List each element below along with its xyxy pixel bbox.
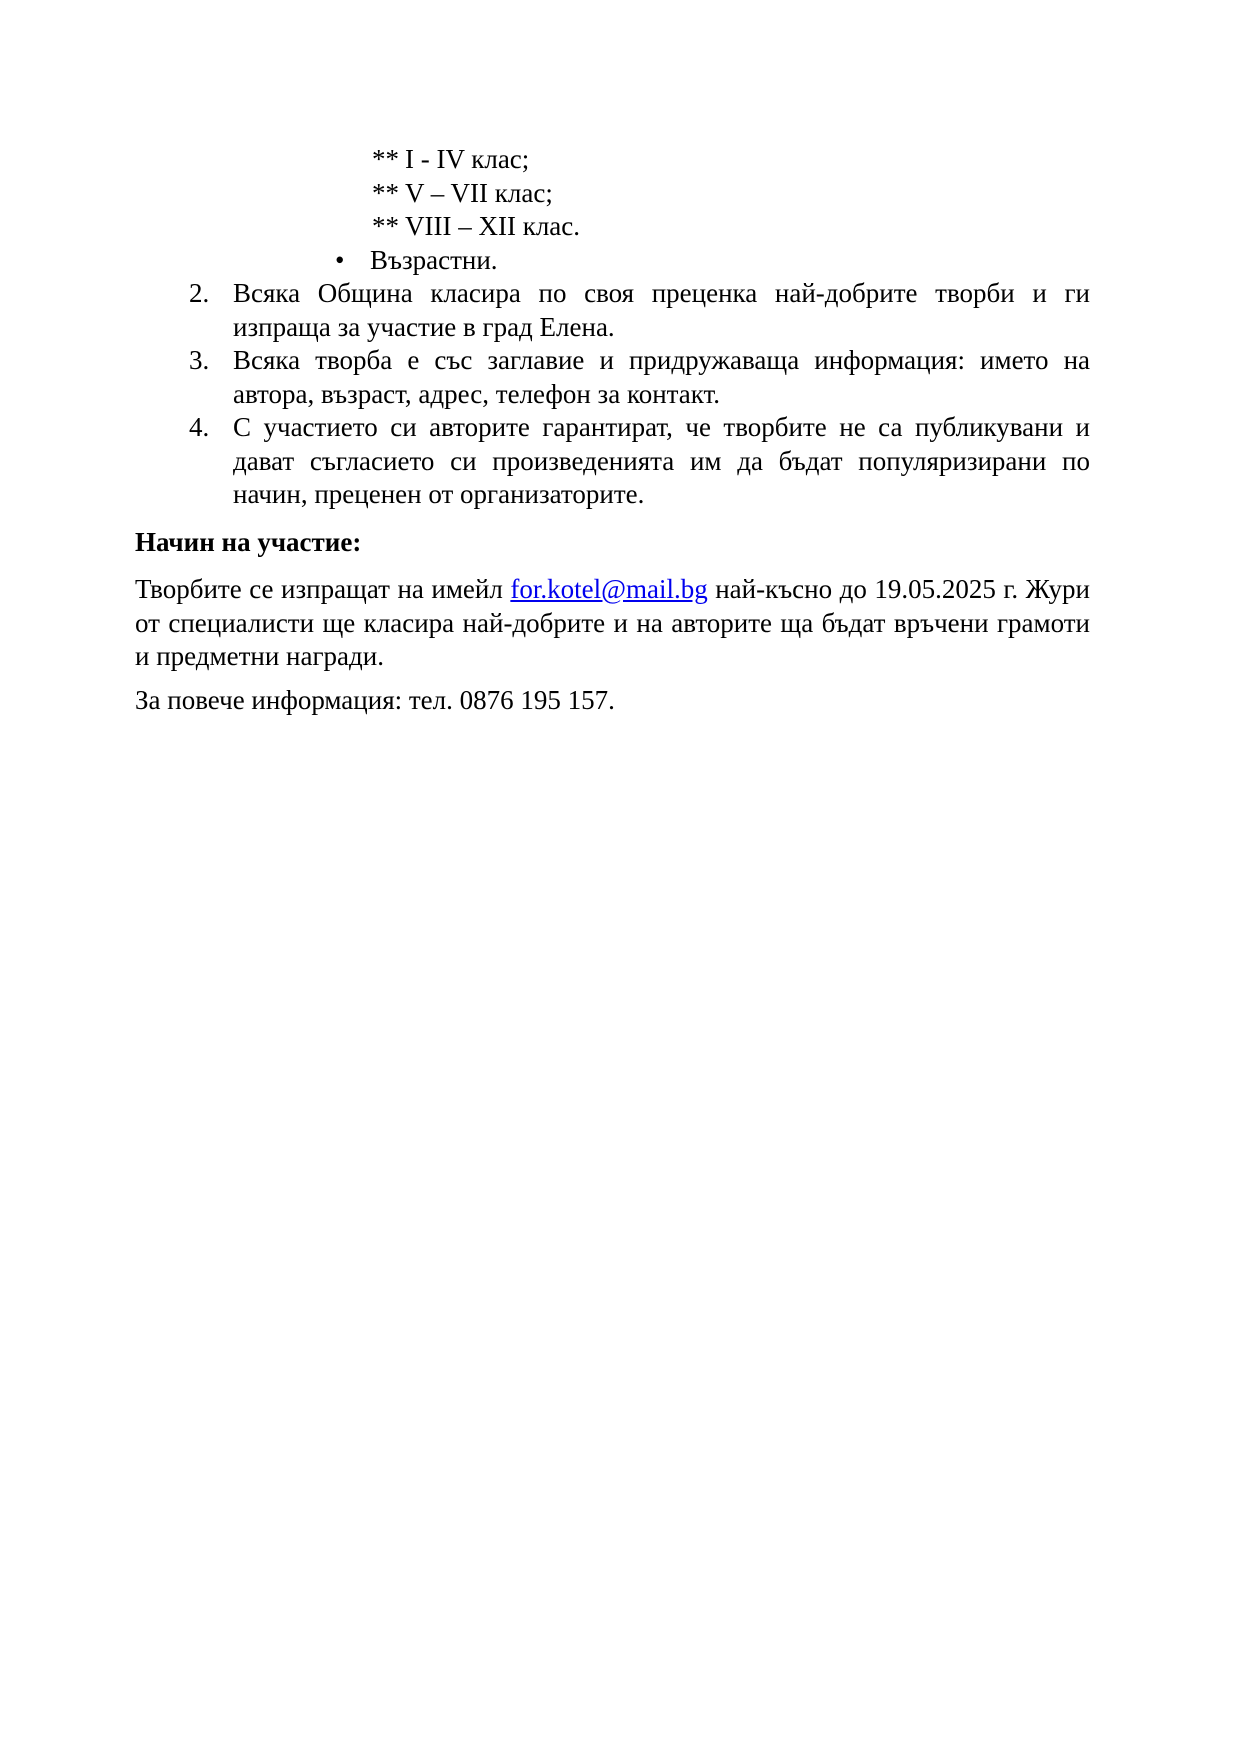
bullet-item-adults xyxy=(135,244,1090,278)
star-marker: ** xyxy=(372,177,399,208)
participation-paragraph xyxy=(135,573,1090,674)
document-content xyxy=(0,0,1241,717)
class-group-line-1 xyxy=(135,143,1090,177)
class-group-text: VIII – XII клас. xyxy=(405,211,581,241)
class-group-text: I - IV клас; xyxy=(405,144,530,174)
numbered-item-2 xyxy=(135,277,1090,344)
email-link[interactable]: for.kotel@mail.bg xyxy=(510,574,708,604)
paragraph-text-after-link: най-късно до 19.05.2025 г. Жури от специалисти ще класира най-добрите и на авторите ща бъдат връчени грамоти и предметни награди. xyxy=(135,574,1090,671)
paragraph-text-before-link: Творбите се изпращат на имейл xyxy=(135,574,511,604)
numbered-item-text: С участието си авторите гарантират, че творбите не са публикувани и дават съгласието си произведенията им да бъдат популяризирани по начин, преценен от организаторите. xyxy=(233,412,1090,509)
numbered-item-4 xyxy=(135,411,1090,512)
class-group-line-3 xyxy=(135,210,1090,244)
section-heading: Начин на участие: xyxy=(135,526,362,557)
list-number: 2. xyxy=(189,278,210,308)
class-group-line-2 xyxy=(135,177,1090,211)
bullet-icon: • xyxy=(335,244,345,275)
star-marker: ** xyxy=(372,144,399,174)
contact-line: За повече информация: тел. 0876 195 157. xyxy=(135,684,615,715)
numbered-item-text: Всяка Община класира по своя преценка най-добрите творби и ги изпраща за участие в град Елена. xyxy=(233,278,1090,342)
bullet-item-text: Възрастни. xyxy=(370,244,498,275)
class-group-text: V – VII клас; xyxy=(405,177,553,208)
star-marker: ** xyxy=(372,211,399,241)
numbered-item-3 xyxy=(135,344,1090,411)
list-number: 3. xyxy=(189,345,210,375)
numbered-item-text: Всяка творба е със заглавие и придружаваща информация: името на автора, възраст, адрес, телефон за контакт. xyxy=(233,345,1090,409)
list-number: 4. xyxy=(189,412,210,442)
